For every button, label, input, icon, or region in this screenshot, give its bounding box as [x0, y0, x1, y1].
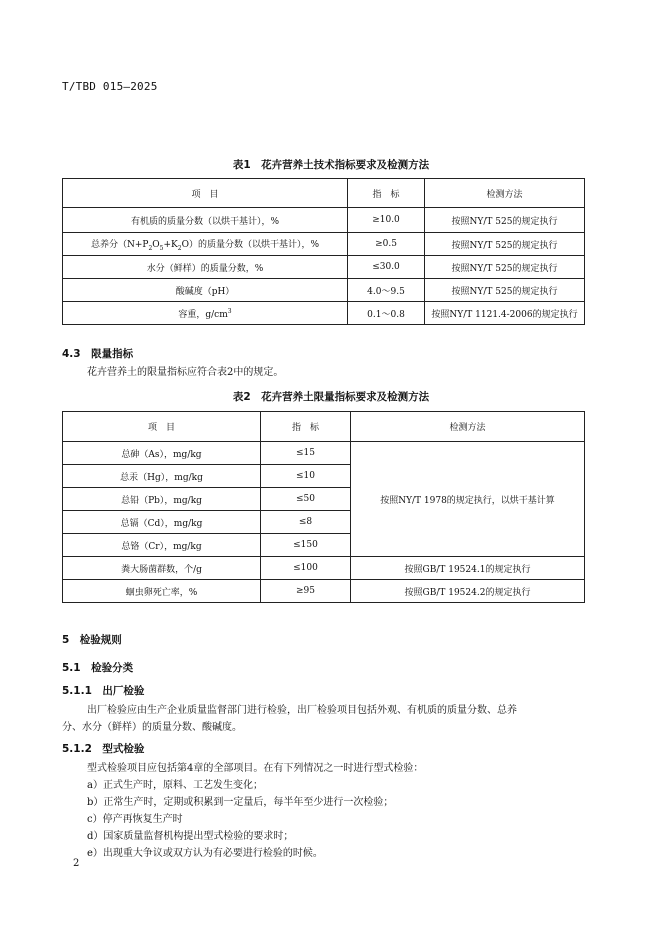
table2-cell-value: ≤150: [261, 534, 351, 557]
table1-cell-value: ≤30.0: [348, 256, 425, 279]
table2-cell-item: 总铬（Cr），mg/kg: [63, 534, 261, 557]
section-4-3-text: 花卉营养土的限量指标应符合表2中的规定。: [87, 367, 284, 378]
table2-cell-value: ≤10: [261, 465, 351, 488]
table2-cell-method-merged: 按照NY/T 1978的规定执行，以烘干基计算: [351, 442, 585, 557]
list-item: d）国家质量监督机构提出型式检验的要求时；: [87, 831, 294, 842]
section-5-heading: 5 检验规则: [62, 634, 122, 646]
table1-cell-value: ≥0.5: [348, 233, 425, 256]
table-row: [63, 442, 585, 465]
page-number: 2: [73, 858, 80, 869]
table2: [62, 411, 585, 603]
table2-cell-item: 蛔虫卵死亡率，%: [63, 580, 261, 603]
list-item: b）正常生产时，定期或积累到一定量后，每半年至少进行一次检验；: [87, 797, 394, 808]
table1-cell-method: 按照NY/T 525的规定执行: [425, 279, 585, 302]
table2-cell-method: 按照GB/T 19524.1的规定执行: [351, 557, 585, 580]
table2-cell-method: 按照GB/T 19524.2的规定执行: [351, 580, 585, 603]
table1-cell-value: ≥10.0: [348, 208, 425, 233]
table-row: [63, 279, 585, 302]
section-5-1-1-para-line2: 分、水分（鲜样）的质量分数、酸碱度。: [62, 722, 242, 733]
table2-header-value: 指 标: [261, 412, 351, 442]
table2-cell-item: 粪大肠菌群数，个/g: [63, 557, 261, 580]
table-row: [63, 302, 585, 325]
section-5-1-heading: 5.1 检验分类: [62, 662, 134, 674]
table1-cell-method: 按照NY/T 525的规定执行: [425, 256, 585, 279]
table-row: [63, 256, 585, 279]
table1-cell-value: 0.1～0.8: [348, 302, 425, 325]
table1: [62, 178, 585, 325]
table2-cell-value: ≤15: [261, 442, 351, 465]
table1-caption: 表1 花卉营养土技术指标要求及检测方法: [232, 159, 430, 171]
table2-cell-item: 总镉（Cd），mg/kg: [63, 511, 261, 534]
table-row: [63, 208, 585, 233]
list-item: c）停产再恢复生产时: [87, 814, 183, 825]
table1-cell-method: 按照NY/T 525的规定执行: [425, 233, 585, 256]
list-item: e）出现重大争议或双方认为有必要进行检验的时候。: [87, 848, 323, 859]
table2-cell-value: ≤8: [261, 511, 351, 534]
section-5-1-1-heading: 5.1.1 出厂检验: [62, 685, 145, 697]
table2-header-item: 项 目: [63, 412, 261, 442]
table-row: [63, 557, 585, 580]
table1-cell-method: 按照NY/T 525的规定执行: [425, 208, 585, 233]
table2-cell-value: ≤100: [261, 557, 351, 580]
section-5-1-1-para-line1: 出厂检验应由生产企业质量监督部门进行检验，出厂检验项目包括外观、有机质的质量分数、总养: [87, 705, 517, 716]
table1-cell-item: 水分（鲜样）的质量分数，%: [63, 256, 348, 279]
table1-header-method: 检测方法: [425, 179, 585, 208]
table2-cell-value: ≤50: [261, 488, 351, 511]
table-row: [63, 580, 585, 603]
table1-header-item: 项 目: [63, 179, 348, 208]
table2-cell-value: ≥95: [261, 580, 351, 603]
table1-cell-item: 酸碱度（pH）: [63, 279, 348, 302]
section-4-3-heading: 4.3 限量指标: [62, 348, 134, 360]
table2-cell-item: 总铅（Pb），mg/kg: [63, 488, 261, 511]
table2-caption: 表2 花卉营养土限量指标要求及检测方法: [232, 391, 430, 403]
section-5-1-2-intro: 型式检验项目应包括第4章的全部项目。在有下列情况之一时进行型式检验：: [87, 763, 424, 774]
table1-header-value: 指 标: [348, 179, 425, 208]
table2-cell-item: 总砷（As），mg/kg: [63, 442, 261, 465]
table1-cell-item: 总养分$(N+P_2O_5+K_2O)$的质量分数（以烘干基计），%: [63, 233, 348, 256]
table1-cell-method: 按照NY/T 1121.4-2006的规定执行: [425, 302, 585, 325]
table2-header-method: 检测方法: [351, 412, 585, 442]
table1-cell-value: 4.0～9.5: [348, 279, 425, 302]
table1-cell-item: 容重，$g/cm^3$: [63, 302, 348, 325]
table1-cell-item: 有机质的质量分数（以烘干基计），%: [63, 208, 348, 233]
table2-cell-item: 总汞（Hg），mg/kg: [63, 465, 261, 488]
table-row: [63, 233, 585, 256]
list-item: a）正式生产时，原料、工艺发生变化；: [87, 780, 263, 791]
document-header: T/TBD 015—2025: [62, 80, 158, 93]
section-5-1-2-heading: 5.1.2 型式检验: [62, 743, 145, 755]
